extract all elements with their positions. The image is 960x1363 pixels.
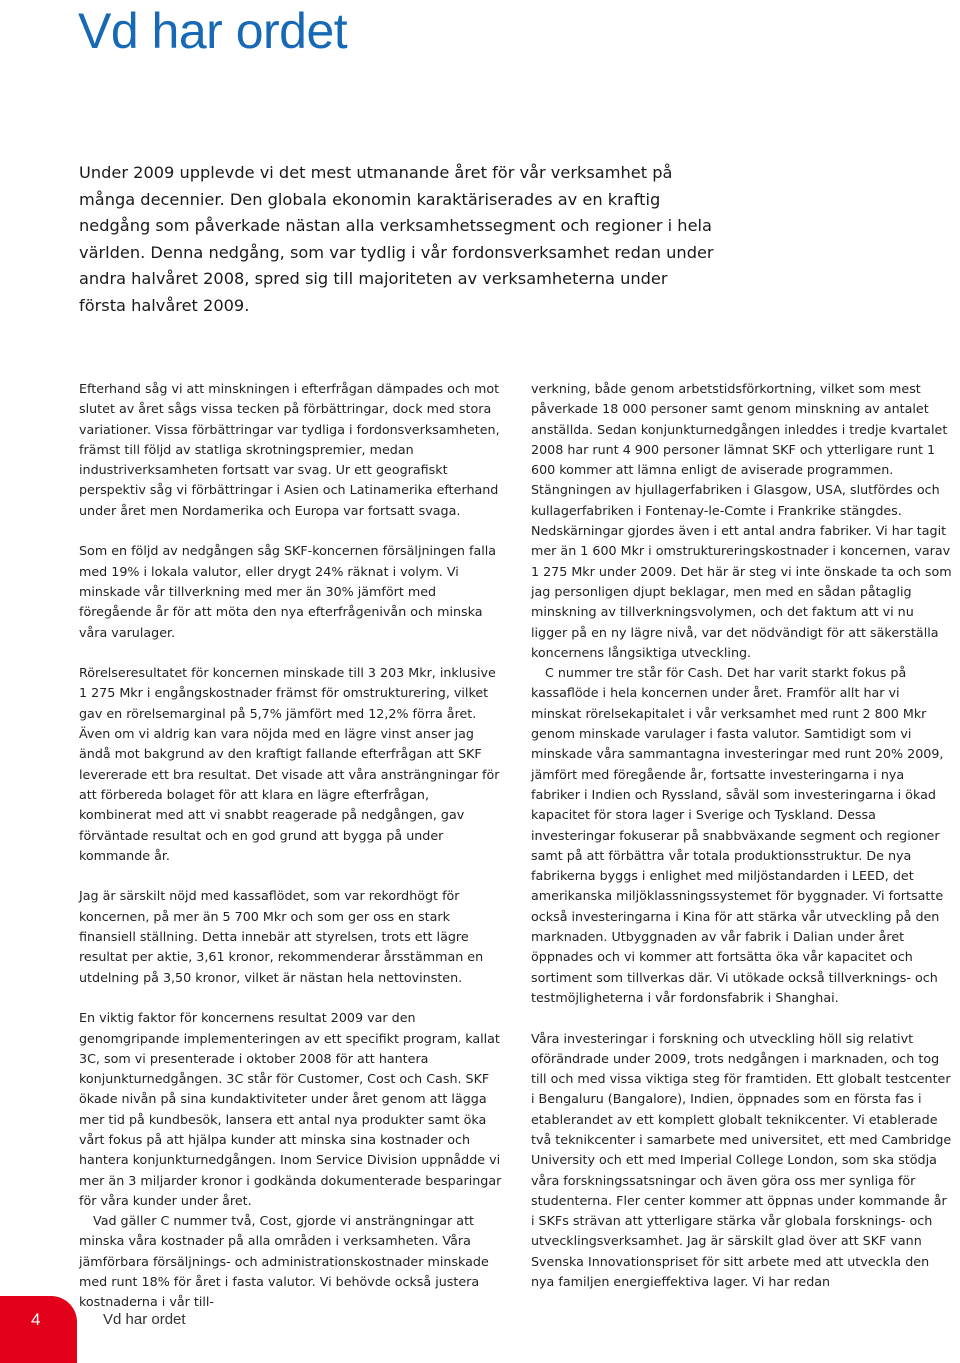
left-column <box>79 379 503 1313</box>
page-number: 4 <box>31 1310 41 1329</box>
right-column <box>531 379 953 1292</box>
right-paragraph: verkning, både genom arbetstidsförkortning, vilket som mest påverkade 18 000 personer samt genom minskning av antalet anställda. Sedan konjunkturnedgången inleddes i tredje kvartalet 2008 har runt 4 900 personer lämnat SKF och ytterligare runt 1 600 kommer att lämna enligt de aviserade programmen. Stängningen av hjullagerfabriken i Glasgow, USA, slutfördes och kullagerfabriken i Fontenay-le-Comte i Frankrike stängdes. Nedskärningar gjordes även i ett antal andra fabriker. Vi har tagit mer än 1 600 Mkr i omstruktureringskostnader i koncernen, varav 1 275 Mkr under 2009. Det här är steg vi inte önskade ta och som jag personligen djupt beklagar, men med en sådan påtaglig minskning av tillverkningsvolymen, och det faktum att vi nu ligger på en ny lägre nivå, var det nödvändigt för att säkerställa koncernens långsiktiga utveckling. <box>531 381 952 660</box>
intro-section <box>79 160 719 319</box>
left-paragraph: Vad gäller C nummer två, Cost, gjorde vi ansträngningar att minska våra kostnader på alla områden i verksamheten. Våra jämförbara försäljnings- och administrationskostnader minskade med runt 18% för året i fasta valutor. Vi behövde också justera kostnaderna i vår till- <box>79 1213 489 1310</box>
page-number-tab <box>0 1296 77 1363</box>
left-paragraph: Efterhand såg vi att minskningen i efterfrågan dämpades och mot slutet av året sågs vissa tecken på förbättringar, dock med stora variationer. Vissa förbättringar var tydliga i fordonsverksamheten, främst till följd av statliga skrotningspremier, medan industriverksamheten fortsatt var svag. Ur ett geografiskt perspektiv såg vi förbättringar i Asien och Latinamerika efterhand under året men Nordamerika och Europa var fortsatt svaga. <box>79 381 500 518</box>
right-paragraph: C nummer tre står för Cash. Det har varit starkt fokus på kassaflöde i hela koncernen under året. Framför allt har vi minskat rörelsekapitalet i vår verksamhet med runt 2 800 Mkr genom minskade varulager i fasta valutor. Samtidigt som vi minskade våra sammantagna investeringar med runt 20% 2009, jämfört med föregående år, fortsatte investeringarna i nya fabriker i Indien och Ryssland, såväl som investeringarna i ökad kapacitet för stora lager i Sverige och Tyskland. Dessa investeringar fokuserar på snabbväxande segment och regioner samt på att förbättra vår totala produktionsstruktur. De nya fabrikerna byggs i enlighet med miljöstandarden i LEED, det amerikanska miljöklassningssystemet för byggnader. Vi fortsatte också investeringarna i Kina för att stärka vår utveckling på den marknaden. Utbyggnaden av vår fabrik i Dalian under året öppnades och vi kommer att fortsätta öka vår kapacitet och sortiment som tillverkas där. Vi utökade också tillverknings- och testmöjligheterna i vår fordonsfabrik i Shanghai. <box>531 665 944 1005</box>
left-paragraph: Jag är särskilt nöjd med kassaflödet, som var rekordhögt för koncernen, på mer än 5 700 Mkr och som ger oss en stark finansiell ställning. Detta innebär att styrelsen, trots ett lägre resultat per aktie, 3,61 kronor, rekommenderar årsstämman en utdelning på 3,50 kronor, vilket är nästan hela nettovinsten. <box>79 888 484 985</box>
right-paragraph: Våra investeringar i forskning och utveckling höll sig relativt oförändrade under 2009, trots nedgången i marknaden, och tog till och med vissa viktiga steg för framtiden. Ett globalt testcenter i Bengaluru (Bangalore), Indien, öppnades som en första fas i etablerandet av ett komplett globalt teknikcenter. Vi etablerade två teknikcenter i samarbete med universitet, ett med Cambridge University och ett med Imperial College London, som ska stödja våra forskningssatsningar och även göra oss mer synliga för studenterna. Fler center kommer att öppnas under kommande år i SKFs strävan att ytterligare stärka vår globala forsknings- och utvecklingsverksamhet. Jag är särskilt glad över att SKF vann Svenska Innovationspriset för sitt arbete med att utveckla den nya familjen energieffektiva lager. Vi har redan <box>531 1030 952 1290</box>
footer-section-label: Vd har ordet <box>103 1311 186 1328</box>
intro-paragraph: Under 2009 upplevde vi det mest utmanande året för vår verksamhet på många decennier. Den globala ekonomin karaktäriserades av en kraftig nedgång som påverkade nästan alla verksamhetssegment och regioner i hela världen. Denna nedgång, som var tydlig i vår fordonsverksamhet redan under andra halvåret 2008, spred sig till majoriteten av verksamheterna under första halvåret 2009. <box>79 163 714 315</box>
left-paragraph: En viktig faktor för koncernens resultat 2009 var den genomgripande implementeringen av ett specifikt program, kallat 3C, som vi presenterade i oktober 2008 för att hantera konjunkturnedgången. 3C står för Customer, Cost och Cash. SKF ökade nivån på sina kundaktiviteter under året genom att lägga mer tid på kundbesök, lansera ett antal nya produkter samt öka vårt fokus på att hjälpa kunder att minska sina kostnader och hantera konjunkturnedgången. Inom Service Division uppnådde vi mer än 3 miljarder kronor i godkända dokumenterade besparingar för våra kunder under året. <box>79 1010 502 1208</box>
left-paragraph: Rörelseresultatet för koncernen minskade till 3 203 Mkr, inklusive 1 275 Mkr i engångskostnader främst för omstrukturering, vilket gav en rörelsemarginal på 5,7% jämfört med 12,2% förra året. Även om vi aldrig kan vara nöjda med en lägre vinst anser jag ändå mot bakgrund av den kraftigt fallande efterfrågan att SKF levererade ett bra resultat. Det visade att våra ansträngningar för att förbereda bolaget för att klara en lägre efterfrågan, kombinerat med att vi snabbt reagerade på nedgången, gav förväntade resultat och en god grund att bygga på under kommande år. <box>79 665 500 863</box>
page-title: Vd har ordet <box>78 3 348 59</box>
left-paragraph: Som en följd av nedgången såg SKF-koncernen försäljningen falla med 19% i lokala valutor, eller drygt 24% räknat i volym. Vi minskade vår tillverkning med mer än 30% jämfört med föregående år för att möta den nya efterfrågenivån och minska våra varulager. <box>79 543 497 640</box>
